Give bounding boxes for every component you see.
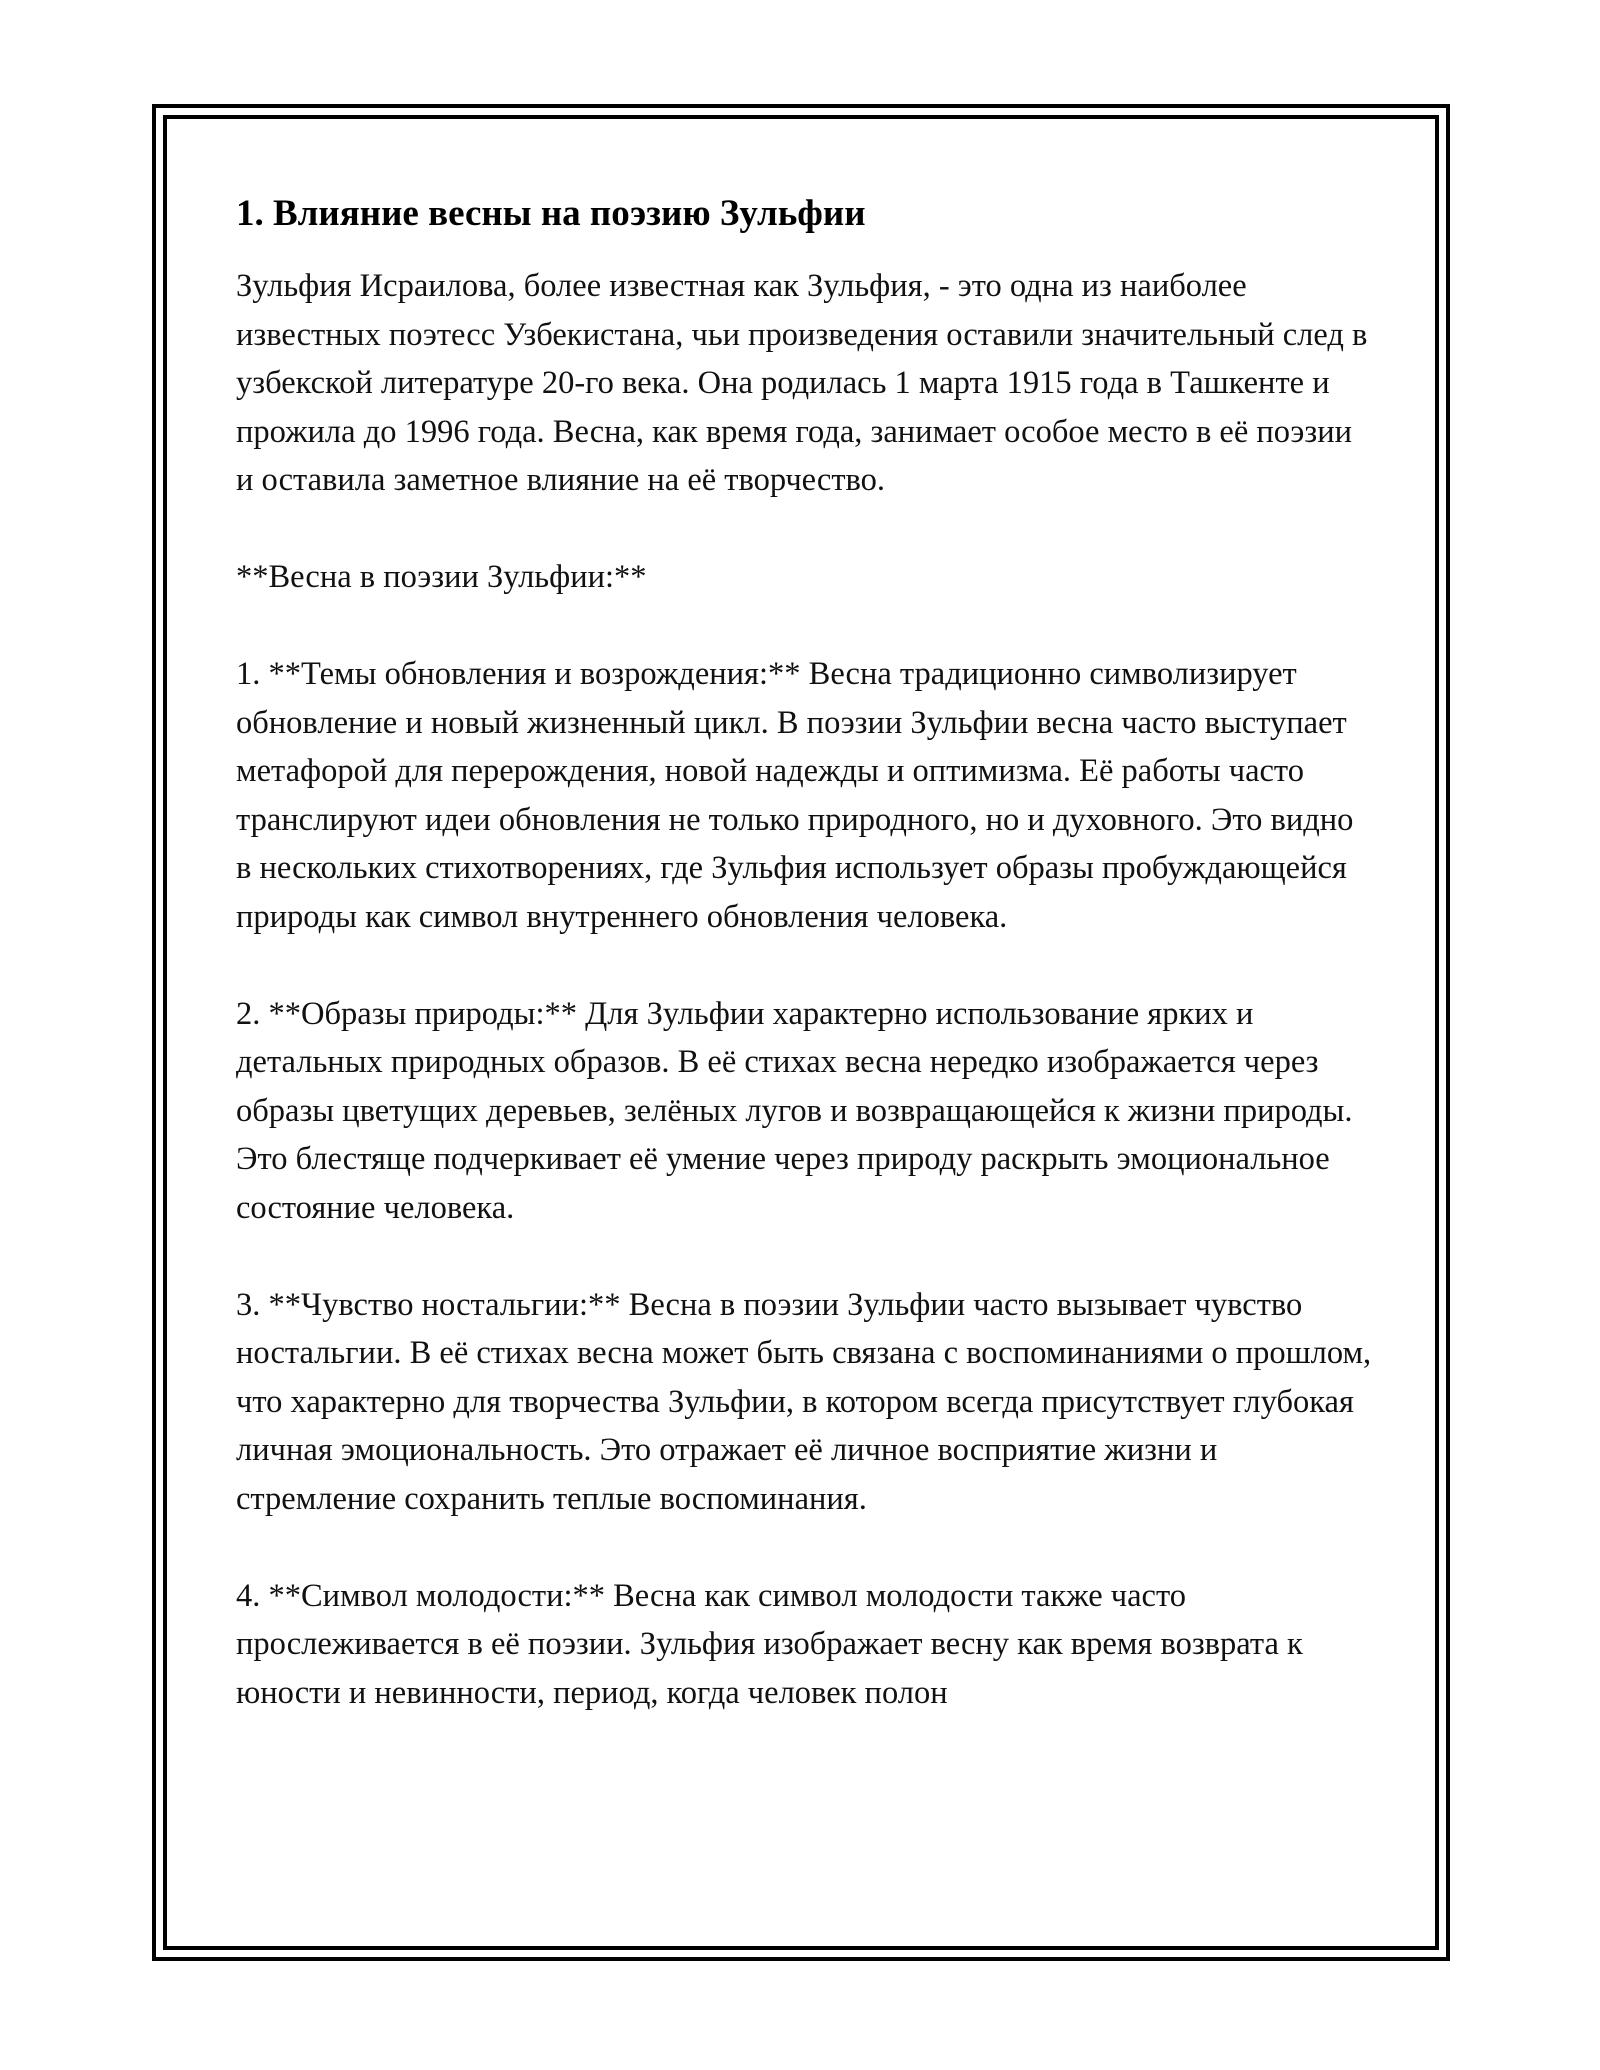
document-title: 1. Влияние весны на поэзию Зульфии [236,193,866,234]
list-item-3: 3. **Чувство ностальгии:** Весна в поэзии Зульфии часто вызывает чувство ностальгии. В её стихах весна может быть связана с воспоминаниями о прошлом, что характерно для творчества Зульфии, в котором всегда присутствует глубокая личная эмоциональность. Это отражает её личное восприятие жизни и стремление сохранить теплые воспоминания. [236,1286,1372,1517]
list-item-4: 4. **Символ молодости:** Весна как символ молодости также часто прослеживается в её поэзии. Зульфия изображает весну как время возврата к юности и невинности, период, когда человек полон [236,1577,1303,1711]
list-item-2: 2. **Образы природы:** Для Зульфии характерно использование ярких и детальных природных образов. В её стихах весна нередко изображается через образы цветущих деревьев, зелёных лугов и возвращающейся к жизни природы. Это блестяще подчеркивает её умение через природу раскрыть эмоциональное состояние человека. [236,995,1353,1226]
document-body [236,190,1376,1766]
section-heading: **Весна в поэзии Зульфии:** [236,559,647,595]
list-item-1: 1. **Темы обновления и возрождения:** Весна традиционно символизирует обновление и новый жизненный цикл. В поэзии Зульфии весна часто выступает метафорой для перерождения, новой надежды и оптимизма. Её работы часто транслируют идеи обновления не только природного, но и духовного. Это видно в нескольких стихотворениях, где Зульфия использует образы пробуждающейся природы как символ внутреннего обновления человека. [236,656,1354,935]
paragraph-intro: Зульфия Исраилова, более известная как Зульфия, - это одна из наиболее известных поэтесс Узбекистана, чьи произведения оставили значительный след в узбекской литературе 20-го века. Она родилась 1 марта 1915 года в Ташкенте и прожила до 1996 года. Весна, как время года, занимает особое место в её поэзии и оставила заметное влияние на её творчество. [236,268,1368,498]
